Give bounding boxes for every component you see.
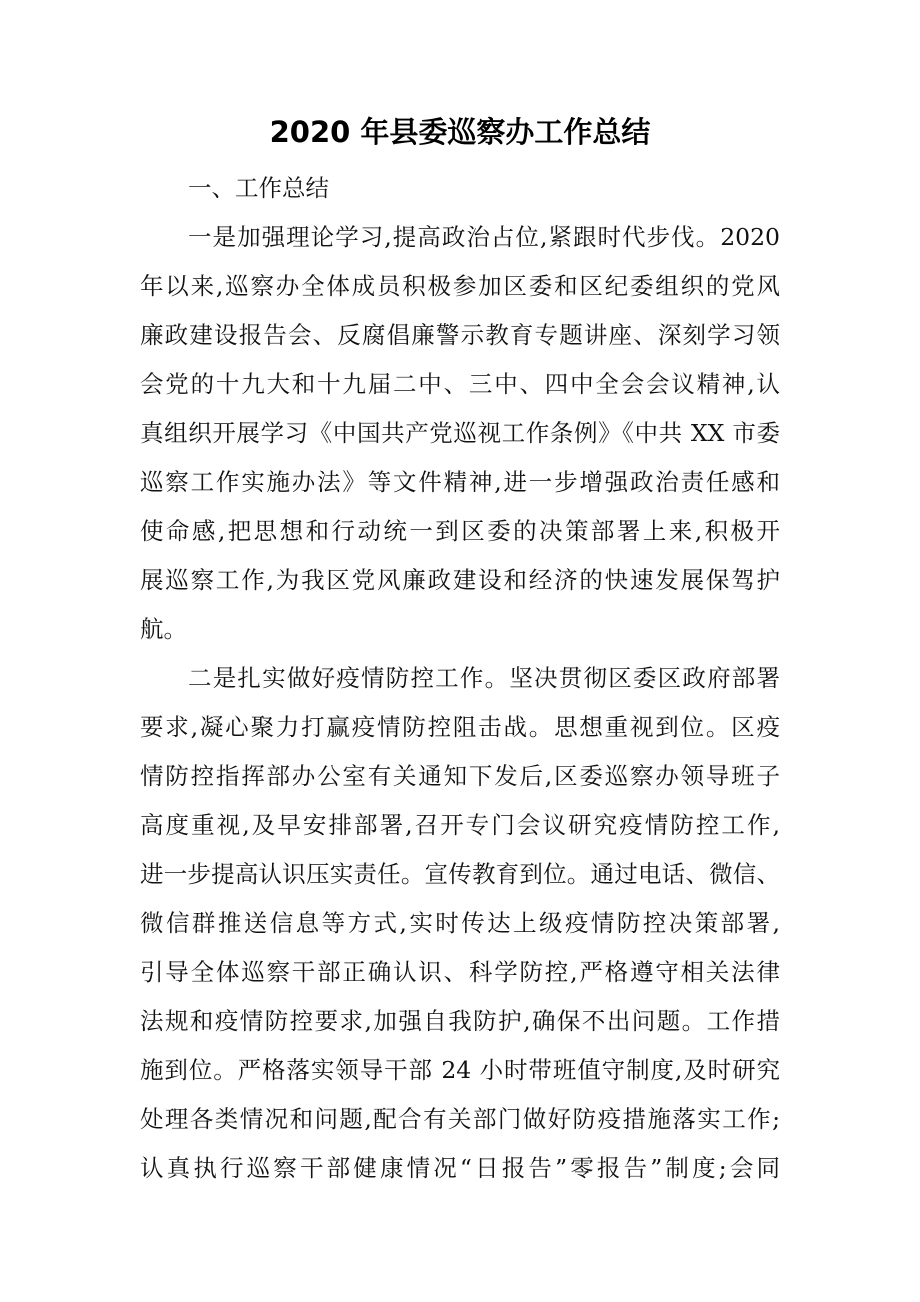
body-line: 真组织开展学习《中国共产党巡视工作条例》《中共 XX 市委 — [140, 419, 780, 447]
body-line: 年以来,巡察办全体成员积极参加区委和区纪委组织的党风 — [140, 272, 780, 300]
body-line: 航。 — [140, 615, 187, 643]
body-line: 法规和疫情防控要求,加强自我防护,确保不出问题。工作措 — [140, 1007, 780, 1035]
document-title: 2020 年县委巡察办工作总结 — [269, 115, 651, 149]
body-line: 认真执行巡察干部健康情况“日报告”零报告”制度;会同 — [140, 1154, 780, 1182]
body-line: 高度重视,及早安排部署,召开专门会议研究疫情防控工作, — [140, 811, 780, 839]
body-line: 处理各类情况和问题,配合有关部门做好防疫措施落实工作; — [140, 1105, 780, 1133]
body-line: 情防控指挥部办公室有关通知下发后,区委巡察办领导班子 — [140, 762, 780, 790]
body-line: 使命感,把思想和行动统一到区委的决策部署上来,积极开 — [140, 517, 780, 545]
body-line: 施到位。严格落实领导干部 24 小时带班值守制度,及时研究 — [140, 1056, 780, 1084]
body-line: 进一步提高认识压实责任。宣传教育到位。通过电话、微信、 — [140, 860, 780, 888]
body-line: 巡察工作实施办法》等文件精神,进一步增强政治责任感和 — [140, 468, 780, 496]
body-line: 展巡察工作,为我区党风廉政建设和经济的快速发展保驾护 — [140, 566, 780, 594]
body-line: 廉政建设报告会、反腐倡廉警示教育专题讲座、深刻学习领 — [140, 321, 780, 349]
body-line: 二是扎实做好疫情防控工作。坚决贯彻区委区政府部署 — [188, 664, 780, 692]
body-line: 要求,凝心聚力打赢疫情防控阻击战。思想重视到位。区疫 — [140, 713, 780, 741]
body-line: 一是加强理论学习,提高政治占位,紧跟时代步伐。2020 — [188, 223, 780, 251]
body-line: 引导全体巡察干部正确认识、科学防控,严格遵守相关法律 — [140, 958, 780, 986]
body-line: 会党的十九大和十九届二中、三中、四中全会会议精神,认 — [140, 370, 780, 398]
body-line: 微信群推送信息等方式,实时传达上级疫情防控决策部署, — [140, 909, 780, 937]
section-heading: 一、工作总结 — [188, 174, 329, 202]
